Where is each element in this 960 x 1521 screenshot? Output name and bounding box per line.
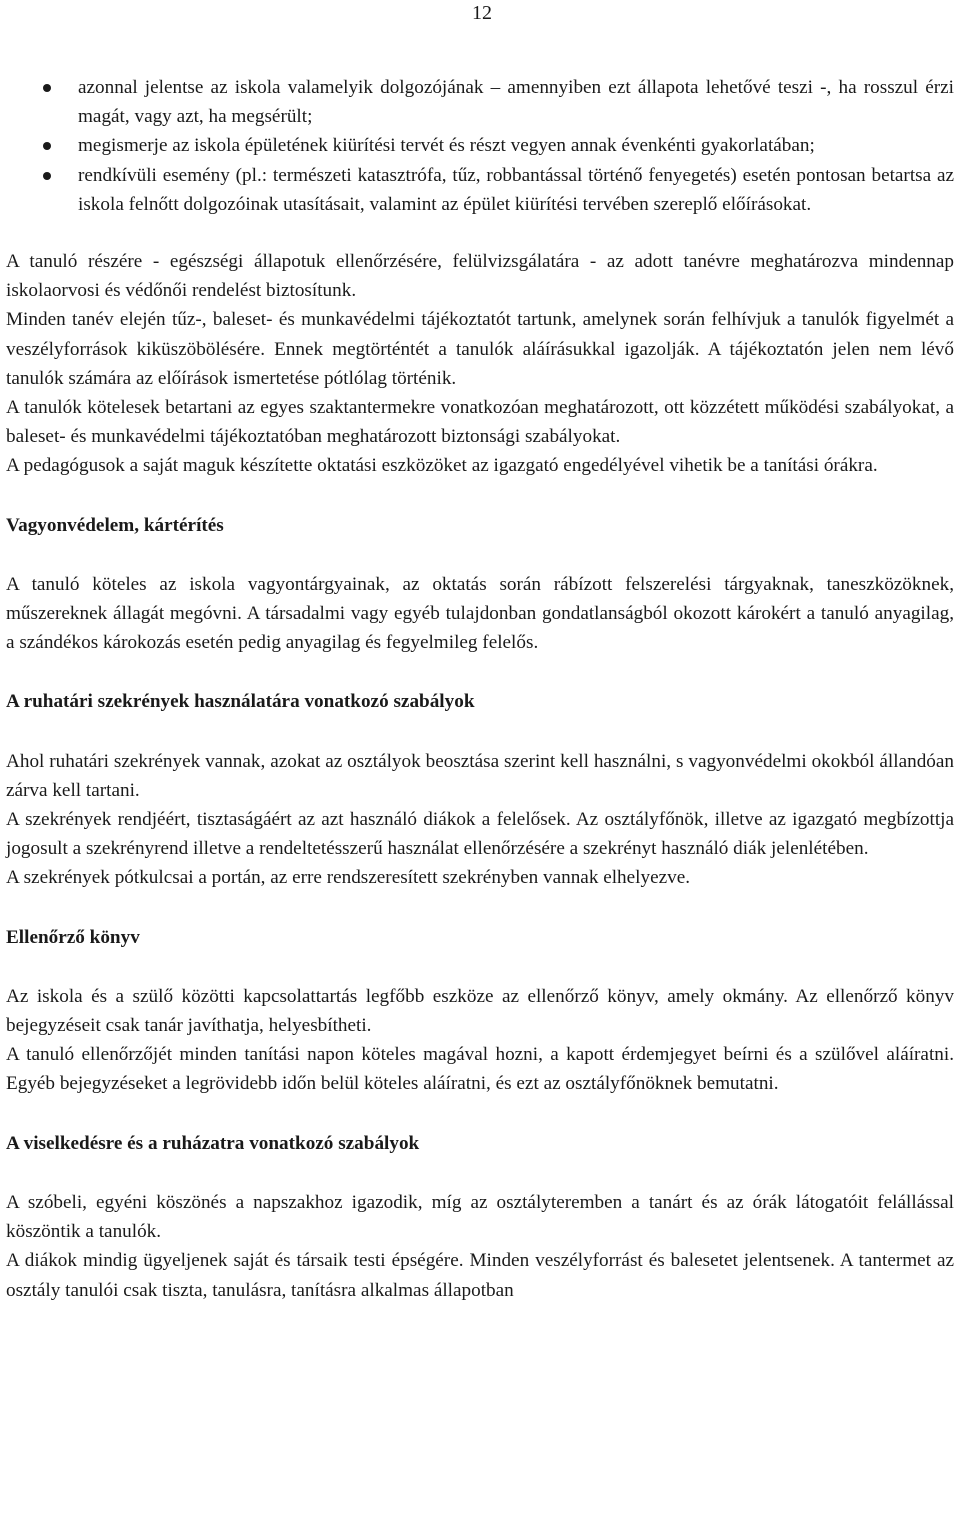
- bullet-list: [6, 73, 954, 219]
- spacer: [6, 657, 954, 687]
- bullet-icon: [43, 172, 51, 180]
- paragraph: A szekrények pótkulcsai a portán, az erre rendszeresített szekrényben vannak elhelyezve.: [6, 867, 691, 889]
- list-item-text: megismerje az iskola épületének kiürítési tervét és részt vegyen annak évenkénti gyakorlatában;: [78, 135, 815, 157]
- bullet-icon: [43, 142, 51, 150]
- paragraph: A tanuló köteles az iskola vagyontárgyainak, az oktatás során rábízott felszerelési tárgyaknak, taneszközöknek, műszereknek állagát megóvni. A társadalmi vagy egyéb tulajdonban gondatlanságból okozott károkért a tanuló anyagilag, a szándékos károkozás esetén pedig anyagilag és fegyelmileg felelős.: [6, 573, 954, 654]
- bullet-icon: [43, 84, 51, 92]
- paragraph: A szóbeli, egyéni köszönés a napszakhoz igazodik, míg az osztályteremben a tanárt és az órák látogatóit felállással köszöntik a tanulók.: [6, 1191, 954, 1243]
- paragraph: Minden tanév elején tűz-, baleset- és munkavédelmi tájékoztatót tartunk, amelynek során felhívjuk a tanulók figyelmét a veszélyforrások kiküszöbölésére. Ennek megtörténtét a tanulók aláírásukkal igazolják. A tájékoztatón jelen nem lévő tanulók számára az előírások ismertetése pótlólag történik.: [6, 309, 954, 389]
- spacer: [6, 952, 954, 982]
- spacer: [6, 893, 954, 923]
- list-item: [6, 161, 954, 219]
- paragraph: A diákok mindig ügyeljenek saját és társaik testi épségére. Minden veszélyforrást és balesetet jelentsenek. A tantermet az osztály tanulói csak tiszta, tanulásra, tanításra alkalmas állapotban: [6, 1250, 954, 1301]
- paragraph: A tanuló ellenőrzőjét minden tanítási napon köteles magával hozni, a kapott érdemjegyet beírni és a szülővel aláíratni. Egyéb bejegyzéseket a legrövidebb időn belül köteles aláíratni, és ezt az osztályfőnöknek bemutatni.: [6, 1044, 954, 1095]
- section-heading-viselkedes: A viselkedésre és a ruházatra vonatkozó szabályok: [6, 1132, 420, 1154]
- paragraph: A tanulók kötelesek betartani az egyes szaktantermekre vonatkozóan meghatározott, ott közzétett működési szabályokat, a baleset- és munkavédelmi tájékoztatóban meghatározott biztonsági szabályokat.: [6, 397, 954, 448]
- paragraph: A tanuló részére - egészségi állapotuk ellenőrzésére, felülvizsgálatára - az adott tanévre meghatározva mindennap iskolaorvosi és védőnői rendelést biztosítunk.: [6, 251, 954, 302]
- paragraph: Ahol ruhatári szekrények vannak, azokat az osztályok beosztása szerint kell használni, s vagyonvédelmi okokból állandóan zárva kell tartani.: [6, 750, 954, 801]
- spacer: [6, 1099, 954, 1129]
- page-number: 12: [472, 2, 492, 24]
- spacer: [6, 219, 954, 247]
- document-body: [6, 73, 954, 1305]
- spacer: [6, 540, 954, 570]
- paragraph: A szekrények rendjéért, tisztaságáért az azt használó diákok a felelősek. Az osztályfőnök, illetve az igazgató megbízottja jogosult a szekrényrend illetve a rendeltetésszerű használat ellenőrzésére a szekrényt használó diák jelenlétében.: [6, 809, 954, 860]
- spacer: [6, 1158, 954, 1188]
- list-item-text: azonnal jelentse az iskola valamelyik dolgozójának – amennyiben ezt állapota lehetővé teszi -, ha rosszul érzi magát, vagy azt, ha megsérült;: [78, 77, 954, 128]
- section-heading-ruhatar: A ruhatári szekrények használatára vonatkozó szabályok: [6, 691, 475, 713]
- spacer: [6, 481, 954, 511]
- list-item: [6, 131, 954, 160]
- spacer: [6, 717, 954, 747]
- section-heading-ellenorzo: Ellenőrző könyv: [6, 926, 140, 948]
- section-heading-vagyonvedelem: Vagyonvédelem, kártérítés: [6, 514, 224, 536]
- list-item: [6, 73, 954, 131]
- paragraph: Az iskola és a szülő közötti kapcsolattartás legfőbb eszköze az ellenőrző könyv, amely okmány. Az ellenőrző könyv bejegyzéseit csak tanár javíthatja, helyesbítheti.: [6, 985, 954, 1037]
- paragraph: A pedagógusok a saját maguk készítette oktatási eszközöket az igazgató engedélyével vihetik be a tanítási órákra.: [6, 455, 878, 477]
- list-item-text: rendkívüli esemény (pl.: természeti katasztrófa, tűz, robbantással történő fenyegetés) esetén pontosan betartsa az iskola felnőtt dolgozóinak utasításait, valamint az épület kiürítési tervében szereplő előírásokat.: [78, 164, 954, 215]
